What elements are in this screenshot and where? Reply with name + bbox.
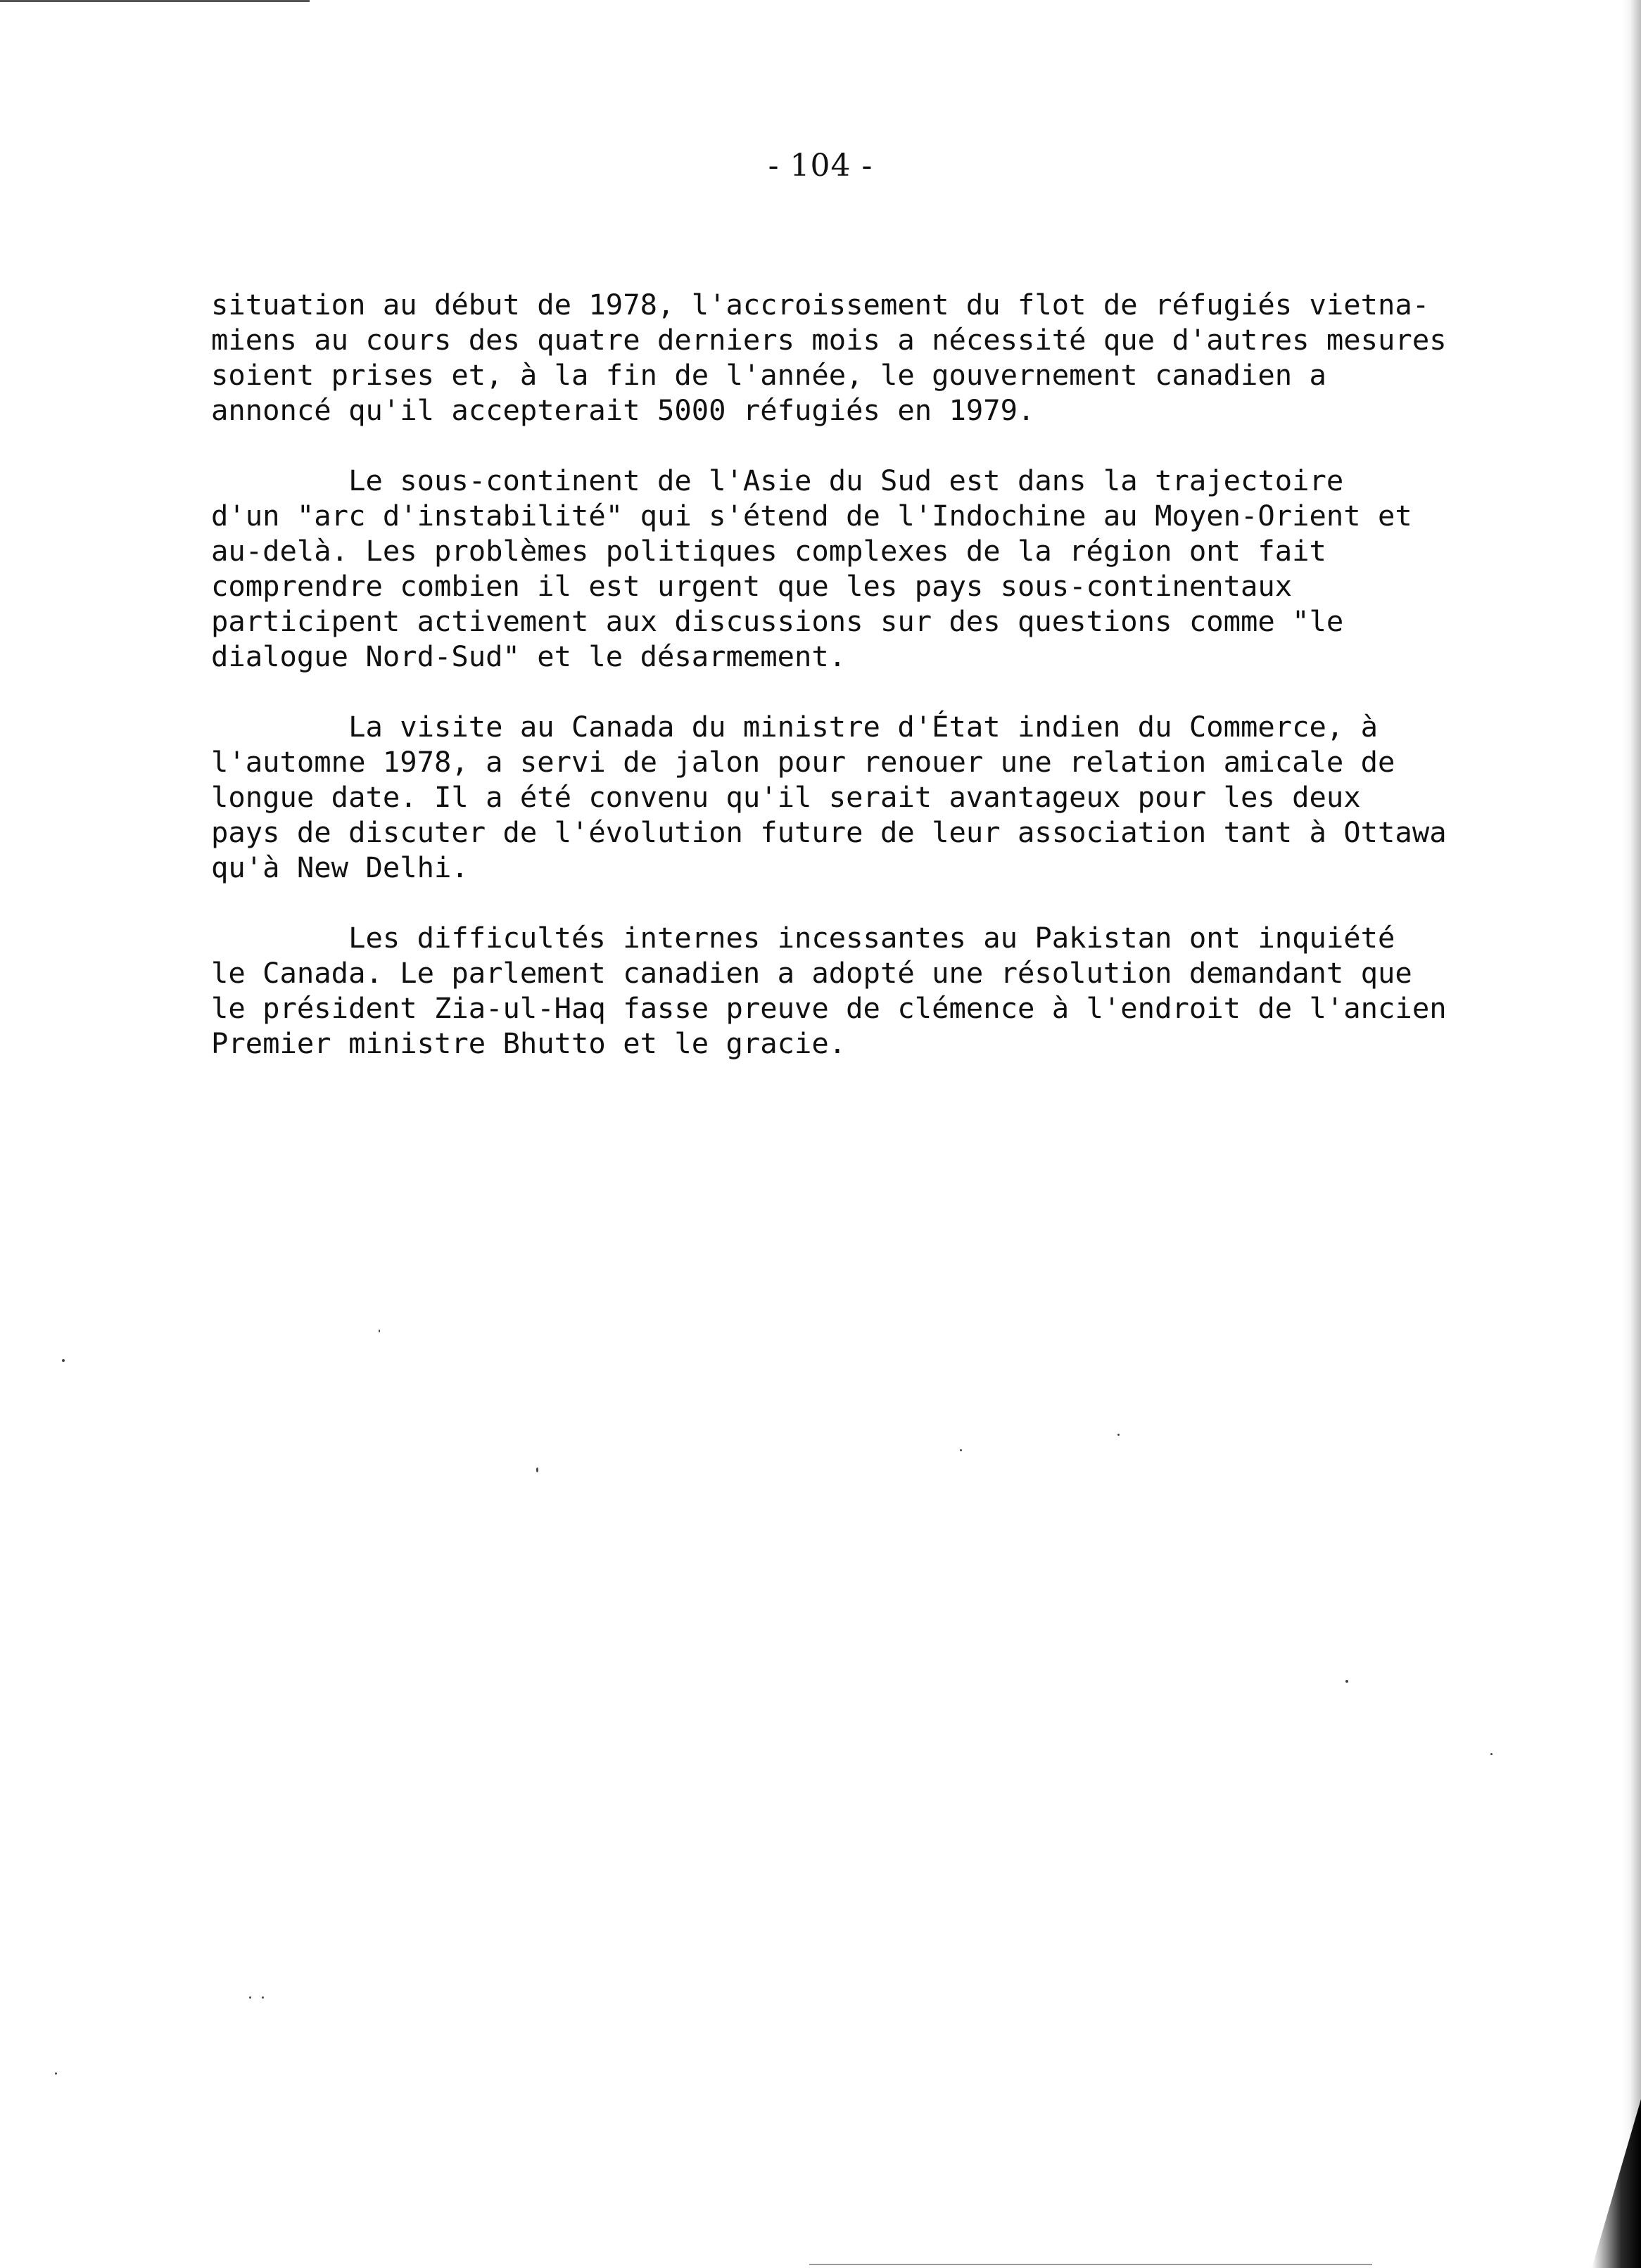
scan-edge-bottom [809, 2264, 1372, 2265]
scan-speck [536, 1467, 538, 1472]
scan-speck [1490, 1753, 1493, 1755]
text-line: situation au début de 1978, l'accroissement du flot de réfugiés vietna- [211, 288, 1430, 321]
scan-speck [960, 1449, 962, 1451]
paragraph [211, 287, 1520, 428]
text-line: le Canada. Le parlement canadien a adopté une résolution demandant que [211, 956, 1412, 990]
text-line: pays de discuter de l'évolution future de leur association tant à Ottawa [211, 815, 1447, 849]
scan-speck [1345, 1680, 1348, 1683]
text-line: au-delà. Les problèmes politiques complexes de la région ont fait [211, 534, 1326, 568]
text-line: Le sous-continent de l'Asie du Sud est dans la trajectoire [211, 464, 1344, 497]
text-line: l'automne 1978, a servi de jalon pour renouer une relation amicale de [211, 745, 1395, 779]
text-line: longue date. Il a été convenu qu'il serait avantageux pour les deux [211, 780, 1361, 814]
scan-speck [55, 2072, 57, 2075]
scan-edge-top [0, 0, 310, 2]
text-line: d'un "arc d'instabilité" qui s'étend de l'Indochine au Moyen-Orient et [211, 499, 1412, 533]
text-line: le président Zia-ul-Haq fasse preuve de clémence à l'endroit de l'ancien [211, 991, 1447, 1025]
text-line: dialogue Nord-Sud" et le désarmement. [211, 639, 847, 673]
paragraph [211, 463, 1520, 674]
text-line: participent activement aux discussions sur des questions comme "le [211, 604, 1344, 638]
scan-edge-corner-shadow [1592, 2099, 1641, 2268]
text-line: La visite au Canada du ministre d'État indien du Commerce, à [211, 710, 1379, 744]
text-line: Premier ministre Bhutto et le gracie. [211, 1026, 847, 1060]
paragraph [211, 920, 1520, 1061]
scan-speck [1117, 1434, 1120, 1436]
scan-speck [249, 1996, 251, 1999]
text-line: qu'à New Delhi. [211, 850, 469, 884]
scan-speck [262, 1996, 264, 1999]
text-line: soient prises et, à la fin de l'année, le gouvernement canadien a [211, 358, 1326, 392]
paragraph [211, 709, 1520, 885]
text-line: miens au cours des quatre derniers mois a nécessité que d'autres mesures [211, 323, 1447, 357]
text-line: comprendre combien il est urgent que les pays sous-continentaux [211, 569, 1293, 603]
text-line: annoncé qu'il accepterait 5000 réfugiés en 1979. [211, 393, 1035, 427]
page-number: - 104 - [768, 148, 873, 184]
text-line: Les difficultés internes incessantes au Pakistan ont inquiété [211, 921, 1395, 955]
scan-speck [379, 1330, 380, 1332]
scan-edge-right [1623, 0, 1641, 2268]
scan-speck [62, 1359, 65, 1362]
body-text [211, 287, 1520, 1096]
